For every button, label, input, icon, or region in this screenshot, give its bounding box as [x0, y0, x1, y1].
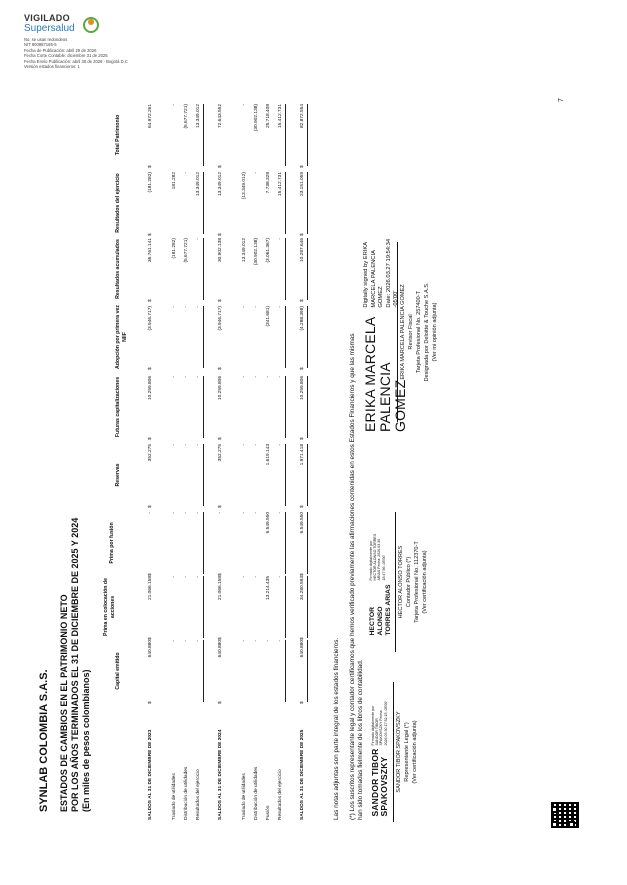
table-row: [265, 100, 275, 820]
table-cell: -: [184, 376, 189, 378]
currency-symbol: $: [300, 573, 305, 576]
table-cell: -: [254, 512, 259, 514]
table-cell: -: [242, 306, 247, 308]
currency-symbol: $: [300, 437, 305, 440]
table-cell: -: [172, 444, 177, 446]
column-header: Adopción por primera vez NIIF: [115, 305, 128, 369]
auditor-role: Revisor Fiscal: [408, 314, 414, 350]
table-cell: 10.287.646: [299, 238, 308, 300]
table-cell: -: [242, 376, 247, 378]
legal-signature-line: [393, 682, 394, 822]
table-cell: (5.677.721): [184, 238, 189, 263]
currency-symbol: $: [218, 367, 223, 370]
table-cell: 640.880: [299, 640, 308, 702]
logo-supersalud-text: Supersalud: [24, 23, 75, 34]
table-cell: 640.880: [148, 640, 153, 658]
metadata-line: Fecha Corte Contable: diciembre 31 de 2025: [24, 53, 108, 59]
metadata-line: Fecha de Publicación: abril 29 de 2026: [24, 47, 97, 53]
table-cell: (5.677.721): [184, 104, 189, 129]
table-cell: 82.872.554: [299, 104, 308, 166]
table-cell: -: [254, 172, 259, 174]
auditor-sig-line-1: ERIKA MARCELA: [362, 316, 378, 432]
table-cell: (3.946.717): [218, 306, 223, 331]
table-cell: -: [277, 512, 286, 574]
currency-symbol: $: [218, 299, 223, 302]
accountant-caption: [397, 512, 429, 652]
balance-row: [147, 100, 157, 820]
table-row: [277, 100, 287, 820]
legal-sig-line-2: SPAKOVSZKY: [379, 756, 389, 817]
auditor-digital-stamp: [363, 232, 401, 308]
table-cell: -: [277, 306, 286, 368]
currency-symbol: $: [148, 233, 153, 236]
metadata-line: Fecha Envío Publicación: abril 30 de 2026 - Bogotá D.C: [24, 58, 128, 64]
column-header: Prima en colocación de acciones: [103, 578, 116, 636]
column-header: Prima por fusión: [109, 522, 115, 564]
statement-title-line-3: (En miles de pesos colombianos): [81, 669, 91, 812]
integral-notes-text: Las notas adjuntas son parte integral de los estados financieros.: [333, 637, 340, 820]
table-cell: 6.549.550: [266, 512, 271, 534]
table-cell: 13.214.435: [266, 576, 271, 601]
auditor-name: ERIKA MARCELA PALENCIA GOMEZ: [400, 284, 406, 380]
accountant-signature: [369, 512, 393, 652]
legal-role: Representante Legal (*): [404, 722, 410, 782]
table-cell: -: [266, 376, 271, 378]
statement-title-line-1: ESTADOS DE CAMBIOS EN EL PATRIMONIO NETO: [59, 594, 69, 812]
statement-title-line-2: POR LOS AÑOS TERMINADOS EL 31 DE DICIEMBRE DE 2025 Y 2024: [70, 517, 80, 812]
table-cell: -: [195, 640, 204, 702]
metadata-line: NIT 800887165-5: [24, 42, 57, 48]
auditor-digital-4: -05'00': [393, 290, 399, 308]
accountant-signature-line: [395, 512, 396, 652]
currency-symbol: $: [300, 165, 305, 168]
currency-symbol: $: [218, 701, 223, 704]
accountant-role: Contador Público (*): [406, 556, 412, 608]
table-cell: 21.066.158: [218, 576, 223, 601]
table-cell: 34.280.593: [299, 576, 308, 638]
table-cell: -: [254, 640, 259, 642]
row-label: Fusión: [266, 805, 271, 820]
currency-symbol: $: [148, 165, 153, 168]
legal-representative-signature: [371, 692, 389, 822]
table-cell: -: [184, 306, 189, 308]
currency-symbol: $: [218, 437, 223, 440]
legal-note: (Ver certificación adjunta): [412, 720, 418, 784]
table-cell: -: [172, 306, 177, 308]
table-cell: 1.619.143: [266, 444, 271, 466]
table-cell: 15.412.731: [277, 172, 286, 234]
table-cell: (4.288.398): [299, 306, 308, 368]
logo-vigilado-text: VIGILADO: [24, 13, 70, 23]
table-cell: (13.349.012): [242, 172, 247, 200]
auditor-caption: [399, 232, 439, 432]
table-cell: -: [172, 512, 177, 514]
currency-symbol: $: [300, 701, 305, 704]
table-cell: -: [242, 640, 247, 642]
table-cell: (341.681): [266, 306, 271, 327]
auditor-card: Tarjeta Profesional No. 257400-T: [416, 290, 422, 374]
auditor-note: (Ver mi opinión adjunta): [432, 302, 438, 362]
table-cell: -: [195, 576, 204, 638]
balance-row: [299, 100, 309, 820]
metadata-line: Versión estados financieros: 1: [24, 64, 80, 70]
legal-digital-stamp: Firmado digitalmente por SANDOR TIBOR SPAKOVSZKY Fecha: 2026.03.30 17:52:15 -05'00': [371, 700, 388, 746]
supersalud-emblem-icon: [81, 15, 99, 33]
table-cell: -: [172, 576, 177, 578]
table-cell: -: [277, 376, 286, 438]
currency-symbol: $: [300, 299, 305, 302]
currency-symbol: $: [148, 505, 153, 508]
rotated-statement-page: [33, 42, 593, 842]
table-cell: -: [254, 576, 259, 578]
table-cell: 7.738.328: [266, 172, 271, 194]
table-cell: -: [184, 444, 189, 446]
row-label: SALDOS AL 31 DE DICIEMBRE DE 2024: [218, 729, 223, 820]
table-cell: -: [277, 576, 286, 638]
currency-symbol: $: [300, 505, 305, 508]
table-cell: 181.282: [172, 172, 177, 190]
page-number: 7: [558, 98, 565, 102]
table-row: [253, 100, 263, 820]
table-cell: -: [195, 376, 204, 438]
balance-row: [217, 100, 227, 820]
row-label: SALDOS AL 31 DE DICIEMBRE DE 2025: [300, 729, 305, 820]
row-label: Distribución de utilidades: [254, 766, 259, 820]
table-cell: -: [242, 444, 247, 446]
table-cell: -: [184, 512, 189, 514]
currency-symbol: $: [300, 233, 305, 236]
table-cell: 21.066.158: [148, 576, 153, 601]
table-cell: -: [172, 640, 177, 642]
currency-symbol: $: [148, 701, 153, 704]
column-header: Capital emitido: [115, 652, 121, 690]
column-header: Total Patrimonio: [115, 114, 121, 156]
column-header: Resultados del ejercicio: [115, 173, 121, 233]
table-cell: 352.275: [148, 444, 153, 462]
currency-symbol: $: [148, 299, 153, 302]
table-cell: 10.259.806: [218, 376, 223, 401]
table-cell: 15.412.731: [277, 104, 286, 166]
currency-symbol: $: [218, 505, 223, 508]
auditor-firm: Designada por Deloitte & Touche S.A.S.: [424, 282, 430, 382]
certification-line-2: han sido tomadas fielmente de los libros de contabilidad.: [357, 659, 364, 820]
accountant-note: (Ver certificación adjunta): [422, 550, 428, 614]
row-label: Distribución de utilidades: [184, 766, 189, 820]
table-row: [241, 100, 251, 820]
row-label: Resultados del ejercicio: [278, 769, 283, 820]
table-cell: 13.349.012: [218, 172, 223, 197]
table-cell: 36.761.141: [148, 238, 153, 263]
accountant-card: Tarjeta Profesional No. 112370-T: [414, 541, 420, 623]
table-cell: 25.718.408: [266, 104, 271, 129]
table-cell: -: [148, 512, 153, 514]
table-cell: -: [242, 576, 247, 578]
table-cell: -: [195, 444, 204, 506]
currency-symbol: $: [218, 233, 223, 236]
table-cell: -: [277, 444, 286, 506]
table-cell: 640.880: [218, 640, 223, 658]
table-cell: (181.282): [172, 238, 177, 259]
table-cell: 64.972.261: [148, 104, 153, 129]
table-cell: (30.902.138): [254, 238, 259, 266]
currency-symbol: $: [148, 437, 153, 440]
metadata-line: No. se usan redondeos: [24, 37, 68, 42]
auditor-digital-2: MARCELA PALENCIA GOMEZ: [370, 250, 384, 308]
table-cell: -: [254, 306, 259, 308]
row-label: SALDOS AL 31 DE DICIEMBRE DE 2023: [148, 729, 153, 820]
table-cell: -: [184, 640, 189, 642]
legal-sig-line-1: SANDOR TIBOR: [370, 748, 380, 817]
currency-symbol: $: [300, 637, 305, 640]
table-cell: -: [277, 640, 286, 702]
currency-symbol: $: [300, 367, 305, 370]
table-cell: 72.643.552: [218, 104, 223, 129]
column-header: Futuras capitalizaciones: [115, 376, 121, 438]
table-cell: 352.275: [218, 444, 223, 462]
accountant-sig-line-3: TORRES ARIAS: [385, 584, 392, 636]
row-label: Traslado de utilidades: [242, 773, 247, 820]
vigilado-supersalud-logo: [24, 14, 224, 34]
row-label: Resultados del ejercicio: [196, 769, 201, 820]
accountant-name: HECTOR ALONSO TORRES: [398, 545, 404, 619]
table-cell: -: [195, 306, 204, 368]
table-row: [195, 100, 205, 820]
table-cell: 6.549.550: [299, 512, 308, 574]
currency-symbol: $: [218, 165, 223, 168]
currency-symbol: $: [148, 573, 153, 576]
table-cell: 13.349.012: [195, 104, 204, 166]
table-cell: -: [242, 512, 247, 514]
auditor-digital-3: Date: 2026.03.27 19:54:34: [385, 238, 392, 308]
auditor-sig-line-2: PALENCIA GOMEZ: [377, 362, 408, 432]
company-name: SYNLAB COLOMBIA S.A.S.: [38, 669, 50, 812]
table-cell: -: [266, 640, 271, 642]
accountant-sig-line-2: ALONSO: [377, 606, 384, 636]
table-cell: -: [277, 238, 286, 300]
table-cell: 10.259.806: [148, 376, 153, 401]
table-cell: -: [242, 104, 247, 106]
row-label: Traslado de utilidades: [172, 773, 177, 820]
table-cell: 10.259.806: [299, 376, 308, 438]
table-cell: -: [254, 376, 259, 378]
table-cell: -: [184, 576, 189, 578]
table-row: [183, 100, 193, 820]
table-cell: -: [195, 512, 204, 574]
table-cell: (30.902.138): [254, 104, 259, 132]
currency-symbol: $: [148, 637, 153, 640]
auditor-digital-1: Digitally signed by ERIKA: [363, 241, 369, 308]
table-cell: (181.282): [148, 172, 153, 193]
qr-code-icon: [551, 802, 579, 828]
column-header: Reservas: [115, 463, 121, 487]
table-cell: 30.902.138: [218, 238, 223, 263]
table-cell: 23.151.059: [299, 172, 308, 234]
table-cell: -: [195, 238, 204, 300]
table-cell: 13.349.012: [195, 172, 204, 234]
accountant-sig-line-1: HECTOR: [369, 606, 376, 636]
certification-line-1: (*) Los suscritos representante legal y contador certificamos que hemos verificado previamente las afirmaciones contenidas en estos Estados Financieros y que las mismas: [349, 333, 356, 820]
column-header: Resultados acumulados: [115, 239, 121, 299]
currency-symbol: $: [148, 367, 153, 370]
table-row: [171, 100, 181, 820]
table-cell: -: [254, 444, 259, 446]
table-cell: -: [218, 512, 223, 514]
table-cell: -: [172, 104, 177, 106]
accountant-digital-stamp: Firmado digitalmente por HECTOR ALONSO TORRES ARIAS Fecha: 2026.03.30 18:47:56 -05'00': [369, 533, 386, 581]
table-cell: 13.349.012: [242, 238, 247, 263]
auditor-signature-line: [397, 242, 398, 422]
currency-symbol: $: [218, 637, 223, 640]
legal-name: SANDOR TIBOR SPAKOVSZKY: [396, 711, 402, 793]
table-cell: -: [184, 172, 189, 174]
currency-symbol: $: [218, 573, 223, 576]
legal-representative-caption: [395, 682, 419, 822]
table-cell: (3.061.367): [266, 238, 271, 263]
table-cell: 1.971.418: [299, 444, 308, 506]
table-cell: (3.946.717): [148, 306, 153, 331]
table-cell: -: [172, 376, 177, 378]
